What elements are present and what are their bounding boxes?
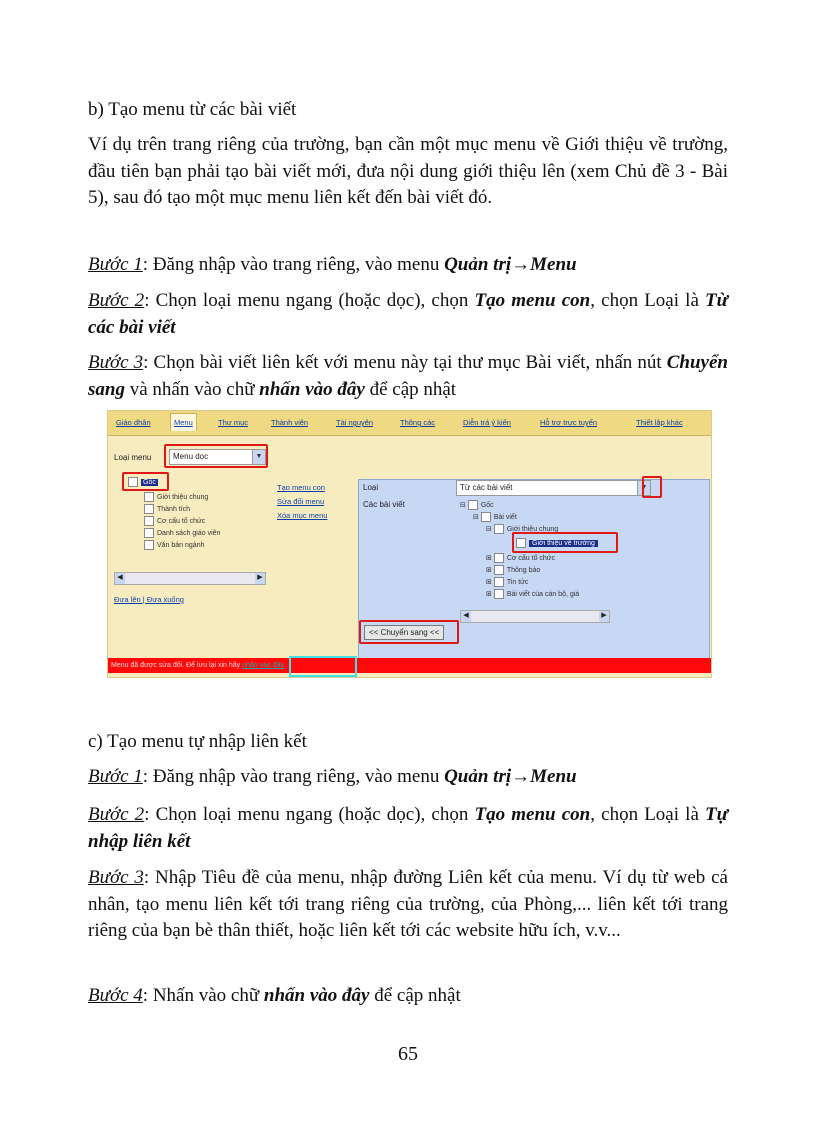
tree-label: Bài viết của cán bộ, giá bbox=[506, 590, 580, 598]
action-create-submenu[interactable]: Tạo menu con bbox=[277, 483, 325, 492]
tree-item[interactable] bbox=[144, 516, 205, 526]
step-text: : Chọn loại menu ngang (hoặc dọc), chọn bbox=[144, 804, 475, 825]
type-label: Loại bbox=[363, 483, 379, 492]
step-text: : Chọn loại menu ngang (hoặc dọc), chọn bbox=[144, 290, 475, 311]
section-c-step2 bbox=[88, 802, 728, 855]
step-label: Bước 3 bbox=[88, 867, 144, 888]
checkbox-icon[interactable] bbox=[144, 492, 154, 502]
type-select[interactable] bbox=[456, 480, 651, 496]
step-bold: Chuyển sang bbox=[88, 352, 728, 400]
folder-icon bbox=[494, 577, 504, 587]
tree-item-label: Cơ cấu tổ chức bbox=[157, 517, 206, 525]
action-edit-menu[interactable]: Sửa đổi menu bbox=[277, 497, 325, 506]
checkbox-icon[interactable] bbox=[144, 540, 154, 550]
folder-icon bbox=[494, 524, 504, 534]
tree-subfolder[interactable]: ⊟ Giới thiệu chung bbox=[486, 525, 559, 533]
step-text: , chọn Loại là bbox=[590, 290, 706, 311]
step-text: : Đăng nhập vào trang riêng, vào menu bbox=[142, 766, 445, 787]
tree-item[interactable] bbox=[144, 540, 205, 550]
highlight-box bbox=[642, 476, 662, 498]
page-number: 65 bbox=[398, 1043, 418, 1065]
section-b-intro: Ví dụ trên trang riêng của trường, bạn cần một mục menu về Giới thiệu về trường, đầu tiên bạn phải tạo bài viết mới, đưa nội dung giới thiệu lên (xem Chủ đề 3 - Bài 5), sau đó tạo một mục menu liên kết đến bài viết đó. bbox=[88, 134, 728, 208]
status-bar bbox=[108, 658, 712, 673]
admin-navbar bbox=[108, 411, 711, 436]
step-text: và nhấn vào chữ bbox=[124, 378, 260, 400]
tree-item-label: Thành tích bbox=[157, 505, 191, 513]
folder-icon bbox=[494, 553, 504, 563]
nav-item[interactable]: Tài nguyên bbox=[336, 418, 374, 427]
folder-icon bbox=[494, 589, 504, 599]
menu-type-value: Menu dọc bbox=[173, 452, 209, 461]
folder-icon bbox=[468, 500, 478, 510]
tree-label: Tin tức bbox=[506, 578, 529, 586]
tree-item-label: Danh sách giáo viên bbox=[157, 529, 221, 537]
tree-root-label: Gốc bbox=[143, 478, 156, 486]
step-text: , chọn Loại là bbox=[590, 804, 706, 825]
nav-item[interactable]: Thành viên bbox=[271, 418, 309, 427]
folder-icon bbox=[481, 512, 491, 522]
tree-label: Gốc bbox=[480, 501, 494, 509]
tree-item-label: Giới thiệu chung bbox=[157, 493, 209, 501]
step-label: Bước 1 bbox=[88, 766, 143, 787]
checkbox-icon[interactable] bbox=[144, 504, 154, 514]
nav-item[interactable]: Diễn trả ý kiến bbox=[463, 418, 511, 427]
type-value: Từ các bài viết bbox=[460, 483, 513, 492]
tree-item-label: Văn bản ngành bbox=[157, 541, 205, 549]
move-button[interactable]: << Chuyển sang << bbox=[364, 625, 444, 640]
tree-item[interactable]: ⊞ Bài viết của cán bộ, giá bbox=[486, 590, 580, 598]
step-bold: nhấn vào đây bbox=[259, 378, 365, 400]
step-text: để cập nhật bbox=[364, 378, 457, 400]
nav-item[interactable]: Hỗ trợ trực tuyến bbox=[540, 418, 598, 427]
tree-item[interactable] bbox=[144, 492, 208, 502]
tree-item[interactable]: ⊞ Tin tức bbox=[486, 578, 529, 586]
step-text: : Nhấn vào chữ bbox=[142, 985, 264, 1006]
highlight-box bbox=[289, 656, 357, 677]
move-links[interactable]: Đưa lên | Đưa xuống bbox=[114, 595, 184, 604]
highlight-box bbox=[512, 532, 618, 553]
highlight-box bbox=[122, 472, 169, 491]
highlight-box bbox=[359, 620, 459, 644]
step-label: Bước 2 bbox=[88, 804, 145, 825]
status-text: Menu đã được sửa đổi. Để lưu lại xin hãy bbox=[111, 662, 241, 669]
folder-icon bbox=[494, 565, 504, 575]
step-text: : Đăng nhập vào trang riêng, vào menu bbox=[142, 254, 445, 275]
step-bold: Quản trị→Menu bbox=[444, 254, 577, 275]
step-text: để cập nhật bbox=[369, 985, 461, 1006]
nav-item[interactable]: Giáo dhân bbox=[116, 418, 151, 427]
chevron-right-icon[interactable]: ▶ bbox=[255, 573, 265, 584]
nav-item-active[interactable]: Menu bbox=[170, 413, 197, 431]
menu-admin-screenshot bbox=[107, 410, 712, 678]
section-b-step1 bbox=[88, 252, 728, 279]
tree-label: Cơ cấu tổ chức bbox=[506, 554, 555, 562]
menu-type-label: Loại menu bbox=[114, 453, 152, 462]
tree-selected-label: Giới thiệu về trường bbox=[529, 540, 598, 547]
section-c-step4 bbox=[88, 983, 728, 1010]
step-bold: Tự nhập liên kết bbox=[88, 804, 729, 852]
step-label: Bước 3 bbox=[88, 352, 144, 373]
tree-item[interactable]: ⊞ Cơ cấu tổ chức bbox=[486, 554, 555, 562]
section-b-step2 bbox=[88, 288, 728, 341]
tree-label: Thông báo bbox=[506, 566, 541, 574]
nav-item[interactable]: Thông các bbox=[400, 418, 436, 427]
step-label: Bước 4 bbox=[88, 985, 143, 1006]
posts-label: Các bài viết bbox=[363, 500, 405, 509]
step-bold: Từ các bài viết bbox=[88, 290, 729, 338]
tree-label: Giới thiệu chung bbox=[506, 525, 559, 533]
tree-folder[interactable]: ⊟ Bài viết bbox=[473, 513, 517, 521]
step-text: : Nhập Tiêu đề của menu, nhập đường Liên kết của menu. Ví dụ từ web cá nhân, tạo menu liên kết tới trang riêng của trường, của Phòng,... liên kết tới trang riêng của bạn bè thân thiết, hoặc liên kết tới các website hữu ích, v.v... bbox=[88, 867, 728, 941]
action-delete-menu[interactable]: Xóa mục menu bbox=[277, 511, 328, 520]
tree-item[interactable]: ⊞ Thông báo bbox=[486, 566, 541, 574]
section-b-heading: b) Tạo menu từ các bài viết bbox=[88, 99, 297, 120]
tree-item[interactable] bbox=[144, 528, 220, 538]
nav-item[interactable]: Thư mục bbox=[218, 418, 249, 427]
step-label: Bước 1 bbox=[88, 254, 143, 275]
checkbox-icon[interactable] bbox=[144, 528, 154, 538]
section-c-heading: c) Tạo menu tự nhập liên kết bbox=[88, 731, 307, 752]
right-tree-scrollbar[interactable] bbox=[460, 610, 610, 623]
tree-label: Bài viết bbox=[493, 513, 517, 521]
section-c-step1 bbox=[88, 764, 728, 791]
chevron-left-icon[interactable]: ◀ bbox=[461, 611, 471, 622]
section-b-step3 bbox=[88, 350, 728, 403]
tree-item[interactable] bbox=[144, 504, 190, 514]
section-c-step3 bbox=[88, 865, 728, 945]
chevron-down-icon[interactable]: ▼ bbox=[637, 481, 650, 495]
chevron-left-icon[interactable]: ◀ bbox=[115, 573, 125, 584]
status-link[interactable]: nhấn vào đây bbox=[242, 662, 285, 669]
tree-root[interactable]: ⊟ Gốc bbox=[460, 501, 494, 509]
step-bold: nhấn vào đây bbox=[263, 985, 370, 1006]
chevron-down-icon[interactable]: ▼ bbox=[252, 450, 265, 464]
checkbox-icon[interactable] bbox=[144, 516, 154, 526]
nav-item[interactable]: Thiết lập khác bbox=[636, 418, 683, 427]
highlight-box bbox=[164, 444, 268, 468]
chevron-right-icon[interactable]: ▶ bbox=[599, 611, 609, 622]
step-bold: Tạo menu con bbox=[474, 290, 591, 311]
step-text: : Chọn bài viết liên kết với menu này tại thư mục Bài viết, nhấn nút bbox=[143, 352, 667, 373]
step-bold: Tạo menu con bbox=[474, 804, 591, 825]
step-bold: Quản trị→Menu bbox=[444, 766, 577, 787]
left-tree-scrollbar[interactable] bbox=[114, 572, 266, 585]
step-label: Bước 2 bbox=[88, 290, 145, 311]
